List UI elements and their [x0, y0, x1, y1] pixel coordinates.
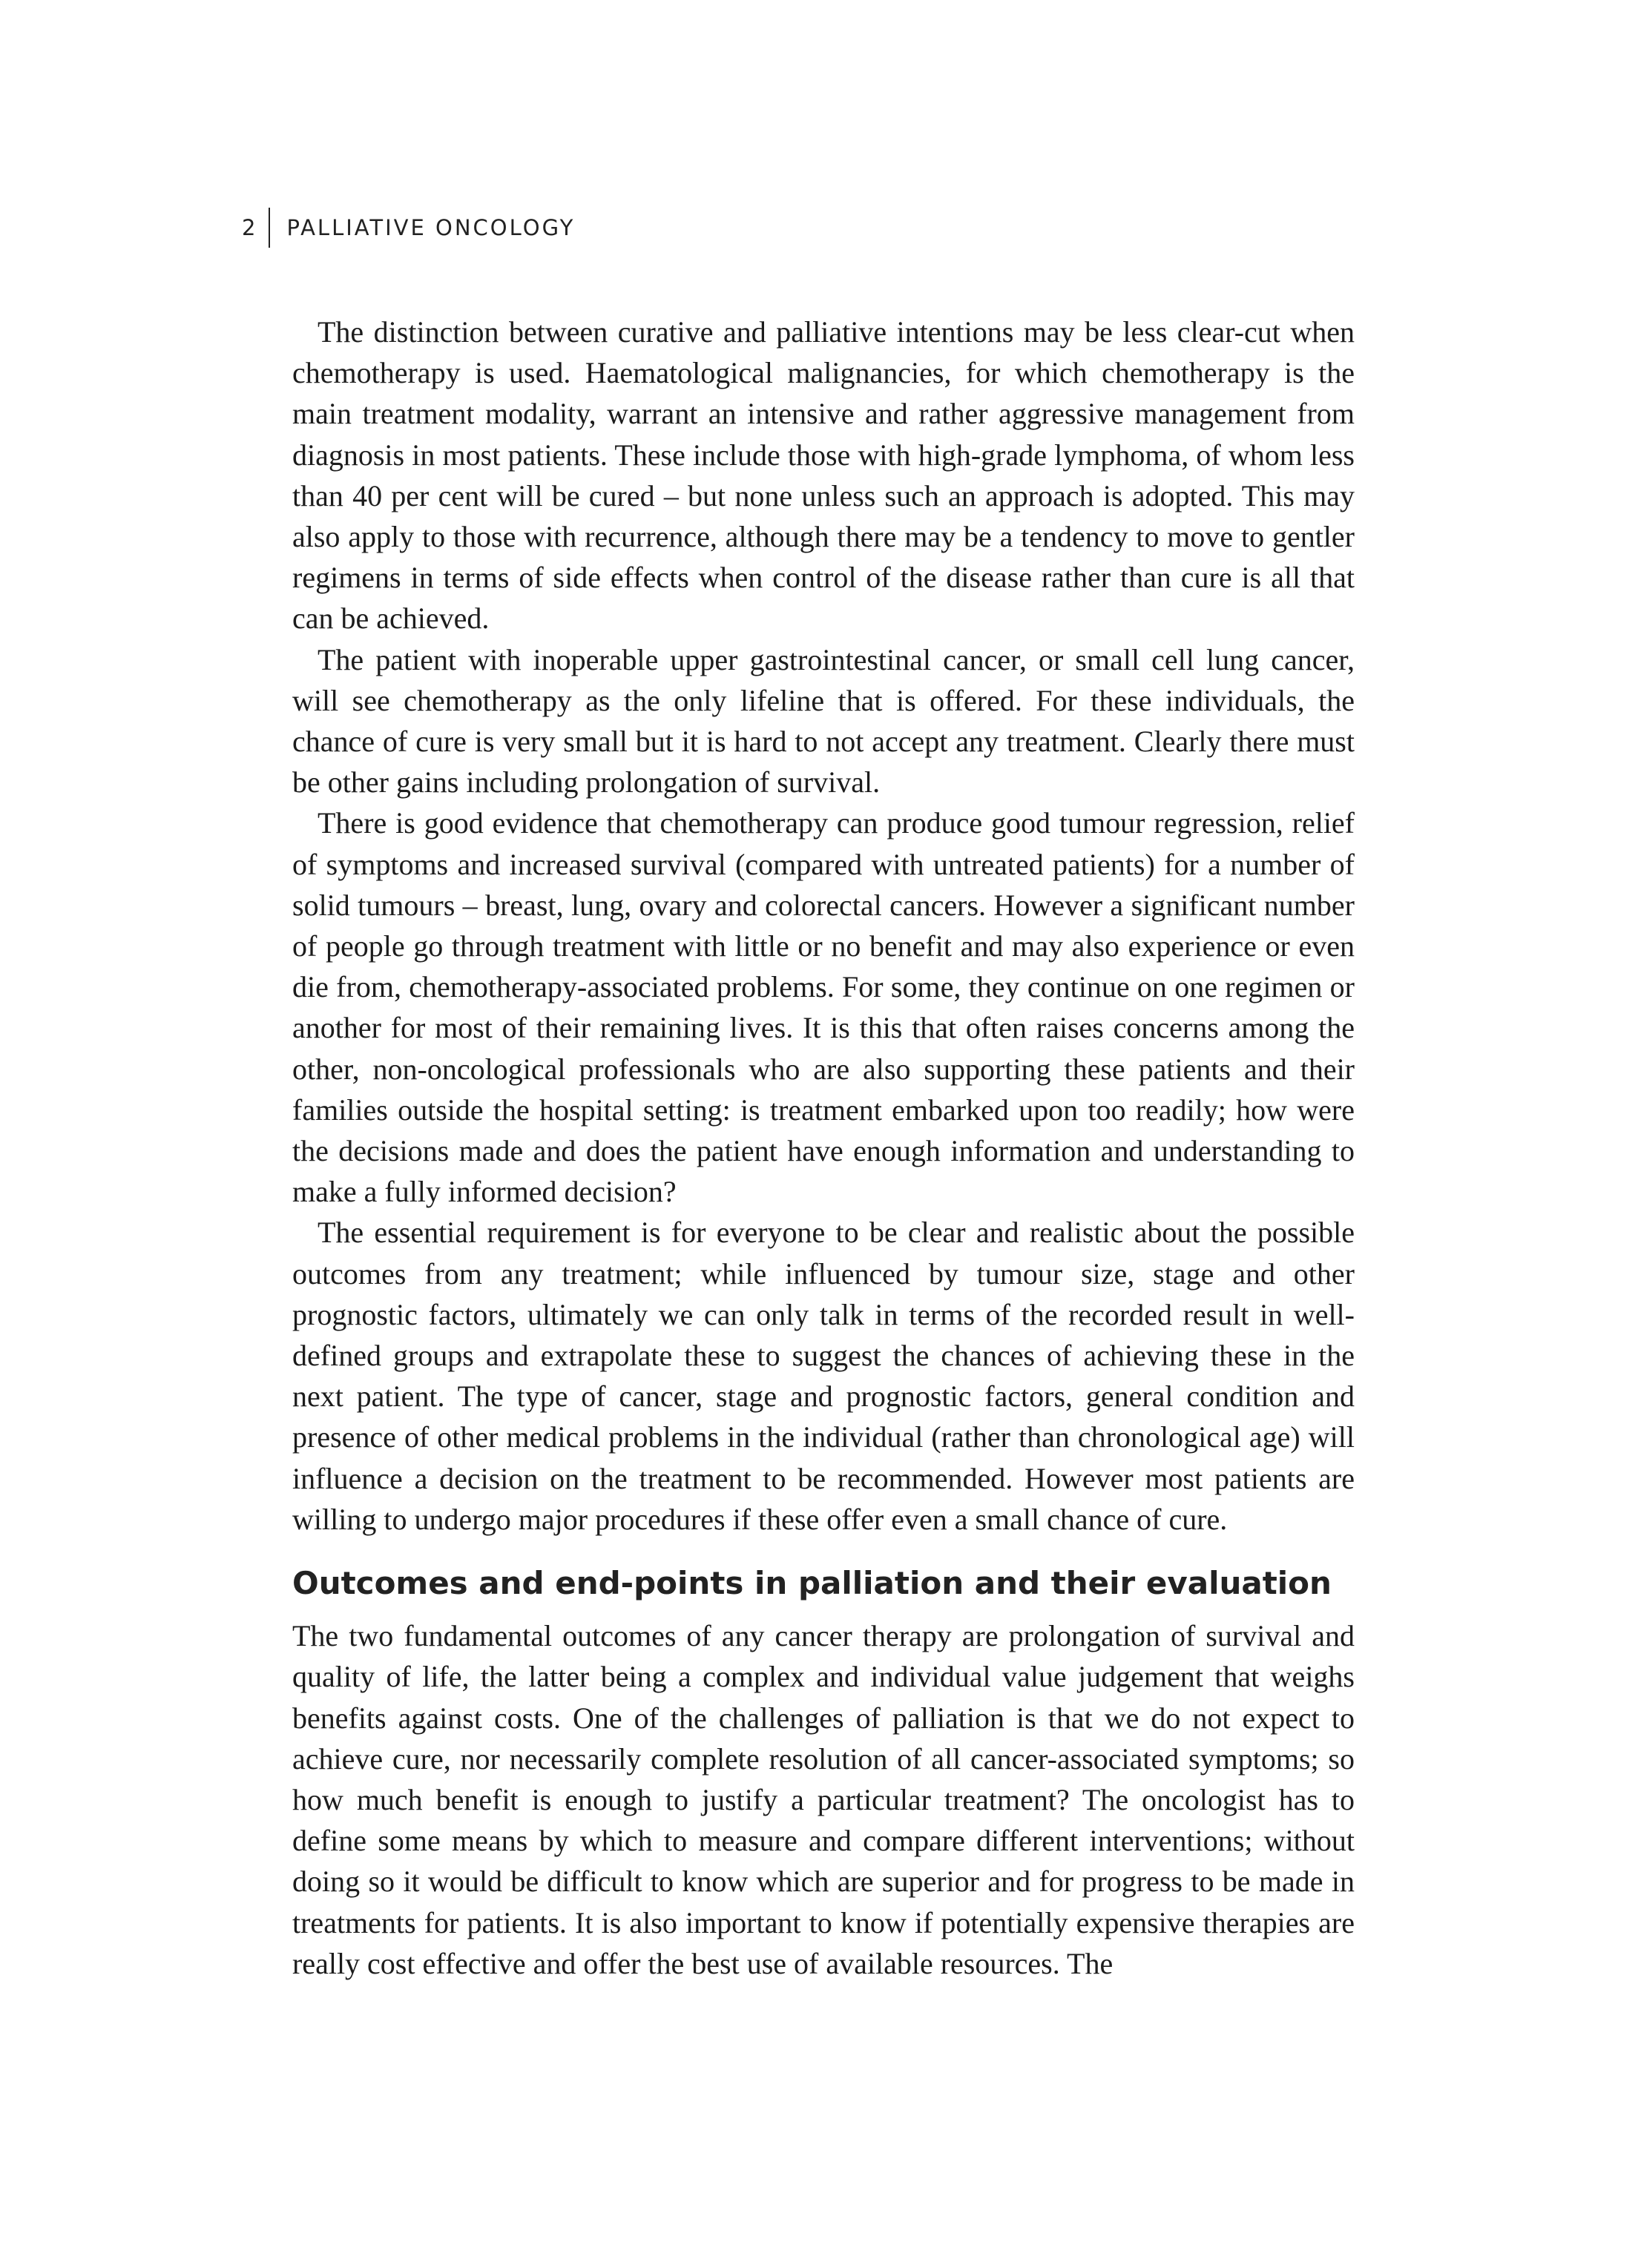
paragraph: The distinction between curative and palliative intentions may be less clear-cut when chemotherapy is used. Haematological malignancies, for which chemotherapy is the main treatment modality, warrant an intensive and rather aggressive management from diagnosis in most patients. These include those with high-grade lymphoma, of whom less than 40 per cent will be cured – but none unless such an approach is adopted. This may also apply to those with recurrence, although there may be a tendency to move to gentler regimens in terms of side effects when control of the disease rather than cure is all that can be achieved.	[292, 315, 1355, 636]
page-number: 2	[242, 215, 257, 240]
running-header	[242, 209, 575, 246]
body-text	[292, 311, 1355, 1984]
running-title: PALLIATIVE ONCOLOGY	[286, 215, 576, 240]
header-divider	[269, 208, 270, 248]
paragraph: The patient with inoperable upper gastrointestinal cancer, or small cell lung cancer, will see chemotherapy as the only lifeline that is offered. For these individuals, the chance of cure is very small but it is hard to not accept any treatment. Clearly there must be other gains including prolongation of survival.	[292, 642, 1355, 800]
paragraph: There is good evidence that chemotherapy can produce good tumour regression, relief of symptoms and increased survival (compared with untreated patients) for a number of solid tumours – breast, lung, ovary and colorectal cancers. However a significant number of people go through treatment with little or no benefit and may also experience or even die from, chemotherapy-associated problems. For some, they continue on one regimen or another for most of their remaining lives. It is this that often raises concerns among the other, non-oncological professionals who are also supporting these patients and their families outside the hospital setting: is treatment embarked upon too readily; how were the decisions made and does the patient have enough information and understanding to make a fully informed decision?	[292, 806, 1355, 1209]
paragraph: The essential requirement is for everyone to be clear and realistic about the possible outcomes from any treatment; while influenced by tumour size, stage and other prognostic factors, ultimately we can only talk in terms of the recorded result in well-defined groups and extrapolate these to suggest the chances of achieving these in the next patient. The type of cancer, stage and prognostic factors, general condition and presence of other medical problems in the individual (rather than chronological age) will influence a decision on the treatment to be recommended. However most patients are willing to undergo major procedures if these offer even a small chance of cure.	[292, 1216, 1355, 1536]
section-paragraph: The two fundamental outcomes of any cancer therapy are prolongation of survival and quality of life, the latter being a complex and individual value judgement that weighs benefits against costs. One of the challenges of palliation is that we do not expect to achieve cure, nor necessarily complete resolution of all cancer-associated symptoms; so how much benefit is enough to justify a particular treatment? The oncologist has to define some means by which to measure and compare different interventions; without doing so it would be difficult to know which are superior and for progress to be made in treatments for patients. It is also important to know if potentially expensive therapies are really cost effective and offer the best use of available resources. The	[292, 1619, 1355, 1980]
section-heading: Outcomes and end-points in palliation and their evaluation	[292, 1565, 1332, 1602]
